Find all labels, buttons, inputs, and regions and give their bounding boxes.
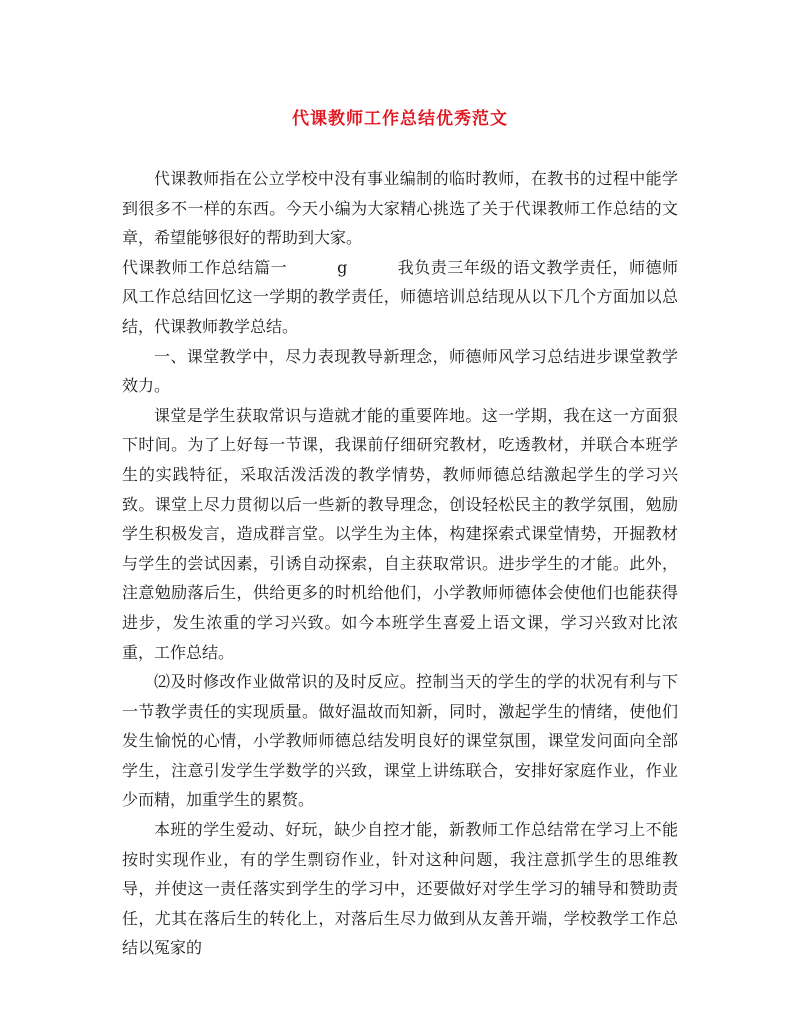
section-label: 代课教师工作总结篇一 [122, 257, 288, 277]
document-title: 代课教师工作总结优秀范文 [292, 109, 508, 129]
section-mark: g [337, 257, 348, 277]
document-body [122, 164, 678, 963]
paragraph-intro: 代课教师指在公立学校中没有事业编制的临时教师，在教书的过程中能学到很多不一样的东西。今天小编为大家精心挑选了关于代课教师工作总结的文章，希望能够很好的帮助到大家。 [122, 169, 678, 248]
paragraph-students: 本班的学生爱动、好玩，缺少自控才能，新教师工作总结常在学习上不能按时实现作业，有的学生剽窃作业，针对这种问题，我注意抓学生的思维教导，并使这一责任落实到学生的学习中，还要做好对学生学习的辅导和赞助责任，尤其在落后生的转化上，对落后生尽力做到从友善开端，学校教学工作总结以冤家的 [122, 820, 678, 958]
section-text: 我负责三年级的语文教学责任，师德师风工作总结回忆这一学期的教学责任，师德培训总结现从以下几个方面加以总结，代课教师教学总结。 [122, 257, 678, 336]
paragraph-point-one: 一、课堂教学中，尽力表现教导新理念，师德师风学习总结进步课堂教学效力。 [122, 346, 678, 396]
paragraph-classroom: 课堂是学生获取常识与造就才能的重要阵地。这一学期，我在这一方面狠下时间。为了上好每一节课，我课前仔细研究教材，吃透教材，并联合本班学生的实践特征，采取活泼活泼的教学情势，教师师德总结激起学生的学习兴致。课堂上尽力贯彻以后一些新的教导理念，创设轻松民主的教学氛围，勉励学生积极发言，造成群言堂。以学生为主体，构建探索式课堂情势，开掘教材与学生的尝试因素，引诱自动探索，自主获取常识。进步学生的才能。此外，注意勉励落后生，供给更多的时机给他们，小学教师师德体会使他们也能获得进步，发生浓重的学习兴致。如今本班学生喜爱上语文课，学习兴致对比浓重，工作总结。 [122, 405, 678, 662]
paragraph-homework: ⑵及时修改作业做常识的及时反应。控制当天的学生的学的状况有利与下一节教学责任的实现质量。做好温故而知新，同时，激起学生的情绪，使他们发生愉悦的心情，小学教师师德总结发明良好的课堂氛围，课堂发问面向全部学生，注意引发学生学数学的兴致，课堂上讲练联合，安排好家庭作业，作业少而精，加重学生的累赘。 [122, 672, 678, 810]
section-heading-paragraph [122, 253, 678, 342]
